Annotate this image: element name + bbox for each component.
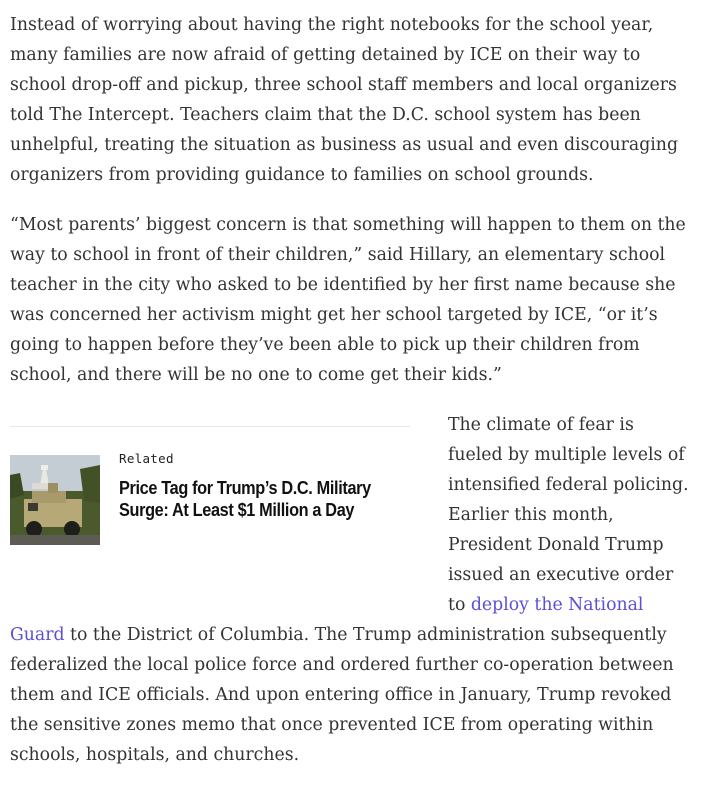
article-paragraph: “Most parents’ biggest concern is that something will happen to them on the way to school in front of their children,” said Hillary, an elementary school teacher in the city who asked to be identified by her first name because she was concerned her activism might get her school targeted by ICE, “or it’s going to happen before they’ve been able to pick up their children from school, and there will be no one to come get their kids.” (10, 215, 686, 385)
paragraph-text: The climate of fear is fueled by multiple levels of intensified federal policing. Earlier this month, President Donald Trump issued an executive order to (448, 415, 689, 615)
related-kicker: Related (119, 451, 174, 466)
deploy-national-guard-link[interactable]: deploy the National Guard (10, 595, 644, 645)
related-article-card[interactable] (10, 426, 410, 595)
paragraph-text: to the District of Columbia. The Trump administration subsequently federalized the local police force and ordered further co-operation between them and ICE officials. And upon entering office in January, Trump revoked the sensitive zones memo that once prevented ICE from operating within schools, hospitals, and churches. (10, 625, 674, 765)
article-paragraph: Instead of worrying about having the right notebooks for the school year, many families are now afraid of getting detained by ICE on their way to school drop-off and pickup, three school staff members and local organizers told The Intercept. Teachers claim that the D.C. school system has been unhelpful, treating the situation as business as usual and even discouraging organizers from providing guidance to families on school grounds. (10, 15, 679, 185)
related-article-title-link[interactable]: Price Tag for Trump’s D.C. Military Surge: At Least $1 Million a Day (119, 477, 371, 520)
related-meta (119, 451, 419, 521)
article-body (10, 10, 690, 770)
military-vehicle-photo-icon (10, 455, 100, 545)
related-thumbnail-image[interactable] (10, 455, 100, 545)
